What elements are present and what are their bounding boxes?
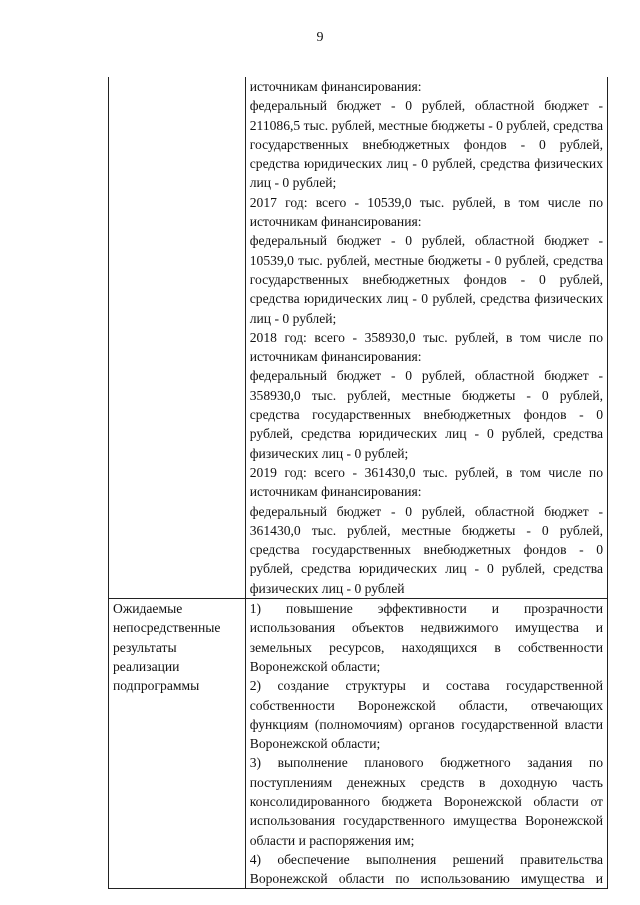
paragraph: 2018 год: всего - 358930,0 тыс. рублей, в том числе по источникам финансирования:: [249, 329, 603, 365]
paragraph: 4) обеспечение выполнения решений правительства Воронежской области по использованию имущества и: [249, 851, 603, 887]
paragraph: федеральный бюджет - 0 рублей, областной бюджет - 211086,5 тыс. рублей, местные бюджеты - 0 рублей, средства государственных внебюджетных фондов - 0 рублей, средства юридических лиц - 0 рублей, средства физических лиц - 0 рублей;: [249, 98, 603, 191]
paragraph: 2019 год: всего - 361430,0 тыс. рублей, в том числе по источникам финансирования:: [249, 464, 603, 500]
paragraph: федеральный бюджет - 0 рублей, областной бюджет - 361430,0 тыс. рублей, местные бюджеты - 0 рублей, средства государственных внебюджетных фондов - 0 рублей, средства юридических лиц - 0 рублей, средства физических лиц - 0 рублей: [249, 503, 603, 596]
paragraph: источникам финансирования:: [249, 79, 422, 94]
paragraph: федеральный бюджет - 0 рублей, областной бюджет - 10539,0 тыс. рублей, местные бюджеты - 0 рублей, средства государственных внебюджетных фондов - 0 рублей, средства юридических лиц - 0 рублей, средства физических лиц - 0 рублей;: [249, 233, 603, 326]
paragraph: 1) повышение эффективности и прозрачности использования объектов недвижимого имущества и земельных ресурсов, находящихся в собственности Воронежской области;: [249, 601, 603, 674]
row-label-cell: [109, 77, 246, 599]
paragraph: 2) создание структуры и состава государственной собственности Воронежской области, отвечающих функциям (полномочиям) органов государственной власти Воронежской области;: [249, 678, 603, 752]
page-number: 9: [316, 30, 324, 45]
subprogram-passport-table: [108, 77, 608, 889]
table-row: [109, 599, 608, 889]
financing-cell: [245, 77, 607, 599]
table-row: [109, 77, 608, 599]
paragraph: 3) выполнение планового бюджетного задания по поступлениям денежных средств в доходную часть консолидированного бюджета Воронежской области от использования государственного имущества Воронежской области и распоряжения им;: [249, 755, 603, 848]
paragraph: 2017 год: всего - 10539,0 тыс. рублей, в том числе по источникам финансирования:: [249, 194, 603, 230]
row-label-cell: Ожидаемые непосредственные результаты реализации подпрограммы: [109, 599, 246, 889]
results-cell: [245, 599, 607, 889]
paragraph: федеральный бюджет - 0 рублей, областной бюджет - 358930,0 тыс. рублей, местные бюджеты - 0 рублей, средства государственных внебюджетных фондов - 0 рублей, средства юридических лиц - 0 рублей, средства физических лиц - 0 рублей;: [249, 368, 603, 461]
